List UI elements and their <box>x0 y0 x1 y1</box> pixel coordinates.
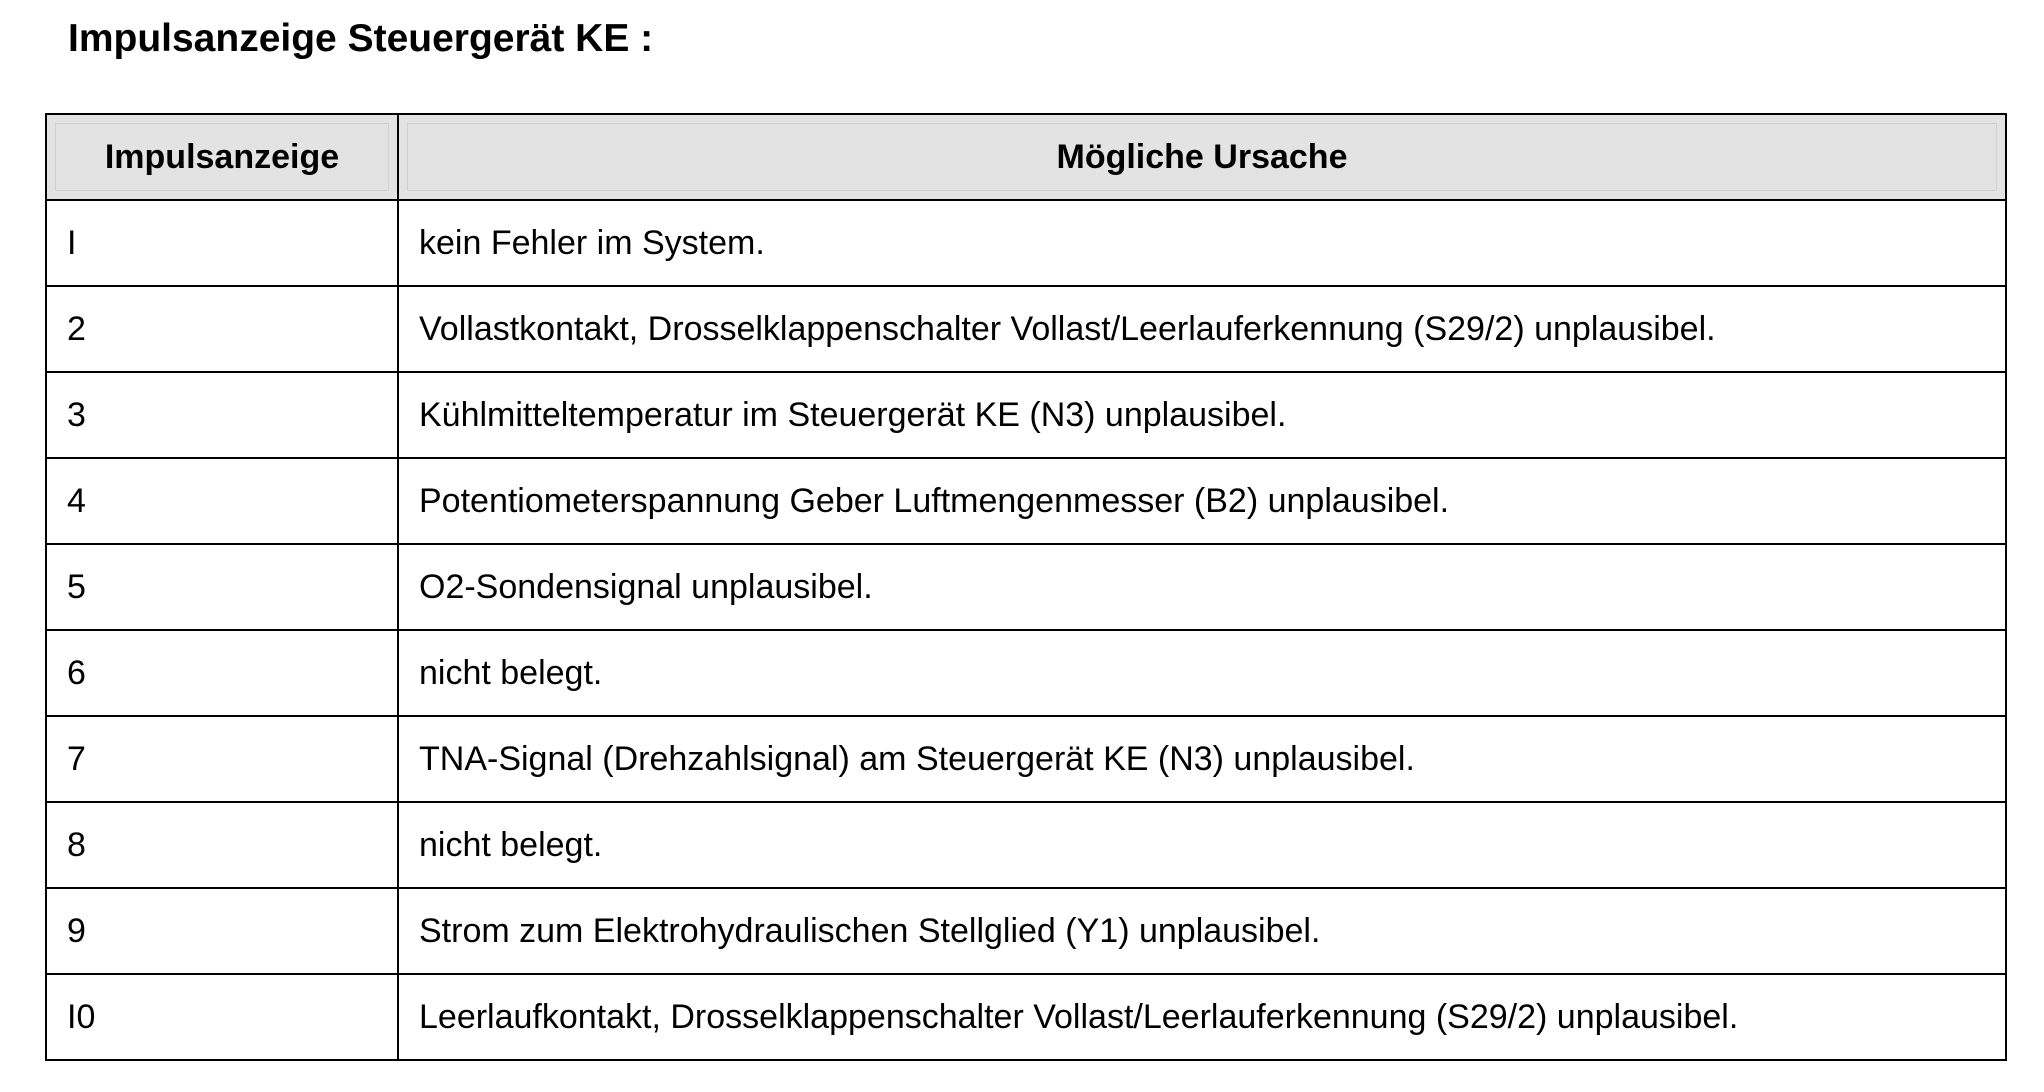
table-row <box>46 716 2006 802</box>
impulse-code-table <box>45 113 2007 1061</box>
impulse-code-cell: I <box>46 200 398 286</box>
table-row <box>46 974 2006 1060</box>
cause-cell: TNA-Signal (Drehzahlsignal) am Steuergerät KE (N3) unplausibel. <box>398 716 2006 802</box>
table-row <box>46 286 2006 372</box>
page-title: Impulsanzeige Steuergerät KE : <box>68 17 654 60</box>
table-row <box>46 630 2006 716</box>
cause-cell: Strom zum Elektrohydraulischen Stellglied (Y1) unplausibel. <box>398 888 2006 974</box>
table-row <box>46 200 2006 286</box>
table-row <box>46 372 2006 458</box>
impulse-code-cell: 4 <box>46 458 398 544</box>
impulse-code-cell: 3 <box>46 372 398 458</box>
cause-cell: nicht belegt. <box>398 802 2006 888</box>
cause-cell: kein Fehler im System. <box>398 200 2006 286</box>
impulse-code-cell: I0 <box>46 974 398 1060</box>
table-row <box>46 802 2006 888</box>
impulse-code-cell: 9 <box>46 888 398 974</box>
cause-cell: Vollastkontakt, Drosselklappenschalter Vollast/Leerlauferkennung (S29/2) unplausibel. <box>398 286 2006 372</box>
impulse-code-cell: 5 <box>46 544 398 630</box>
impulse-code-cell: 7 <box>46 716 398 802</box>
table-row <box>46 458 2006 544</box>
column-header-moegliche-ursache: Mögliche Ursache <box>398 114 2006 200</box>
table-row <box>46 544 2006 630</box>
impulse-code-cell: 6 <box>46 630 398 716</box>
cause-cell: O2-Sondensignal unplausibel. <box>398 544 2006 630</box>
cause-cell: nicht belegt. <box>398 630 2006 716</box>
table-header-row <box>46 114 2006 200</box>
cause-cell: Leerlaufkontakt, Drosselklappenschalter Vollast/Leerlauferkennung (S29/2) unplausibel. <box>398 974 2006 1060</box>
cause-cell: Potentiometerspannung Geber Luftmengenmesser (B2) unplausibel. <box>398 458 2006 544</box>
impulse-code-cell: 8 <box>46 802 398 888</box>
column-header-impulsanzeige: Impulsanzeige <box>46 114 398 200</box>
impulse-code-cell: 2 <box>46 286 398 372</box>
table-row <box>46 888 2006 974</box>
cause-cell: Kühlmitteltemperatur im Steuergerät KE (N3) unplausibel. <box>398 372 2006 458</box>
